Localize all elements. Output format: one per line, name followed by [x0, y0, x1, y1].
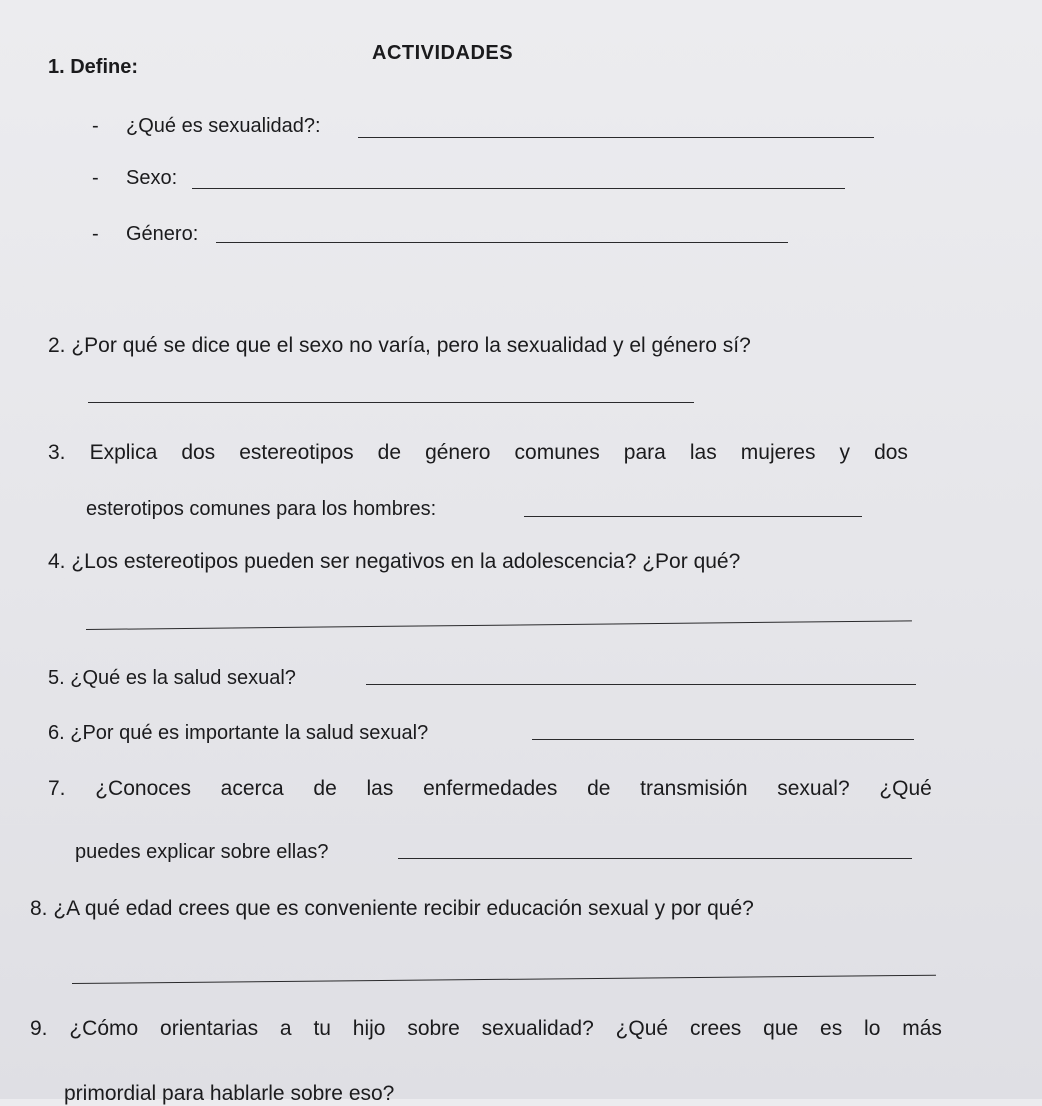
q9-word: 9.	[30, 1017, 48, 1040]
question-3-line-1	[48, 441, 908, 465]
q3-word: dos	[181, 441, 216, 464]
question-8: 8. ¿A qué edad crees que es conveniente recibir educación sexual y por qué?	[30, 897, 754, 920]
q7-word: las	[366, 777, 394, 800]
question-9-line-2: primordial para hablarle sobre eso?	[64, 1082, 395, 1105]
q7-word: de	[587, 777, 611, 800]
answer-line-q3[interactable]	[524, 516, 862, 517]
answer-line-sexualidad[interactable]	[358, 137, 874, 138]
q3-word: Explica	[89, 441, 158, 464]
question-7-line-2: puedes explicar sobre ellas?	[75, 841, 329, 863]
answer-line-q4[interactable]	[86, 620, 912, 630]
answer-line-genero[interactable]	[216, 242, 788, 243]
q9-word: sobre	[407, 1017, 460, 1040]
answer-line-sexo[interactable]	[192, 188, 845, 189]
q9-word: es	[820, 1017, 843, 1040]
q9-word: orientarias	[160, 1017, 259, 1040]
define-item-dash: -	[92, 167, 99, 189]
q9-word: lo	[864, 1017, 881, 1040]
question-2: 2. ¿Por qué se dice que el sexo no varía, pero la sexualidad y el género sí?	[48, 334, 751, 357]
q9-word: ¿Qué	[615, 1017, 669, 1040]
q3-word: dos	[874, 441, 908, 464]
q9-word: sexualidad?	[481, 1017, 594, 1040]
q9-word: hijo	[352, 1017, 386, 1040]
q9-word: a	[279, 1017, 292, 1040]
q9-word: crees	[689, 1017, 742, 1040]
question-4: 4. ¿Los estereotipos pueden ser negativos en la adolescencia? ¿Por qué?	[48, 550, 741, 573]
answer-line-q2[interactable]	[88, 402, 694, 403]
q3-word: 3.	[48, 441, 66, 464]
q7-word: acerca	[220, 777, 284, 800]
q7-word: enfermedades	[423, 777, 558, 800]
question-1-label: 1. Define:	[48, 56, 139, 78]
q3-word: de	[377, 441, 402, 464]
q9-word: ¿Cómo	[69, 1017, 139, 1040]
answer-line-q5[interactable]	[366, 684, 916, 685]
answer-line-q7[interactable]	[398, 858, 912, 859]
q7-word: ¿Qué	[879, 777, 932, 800]
q7-word: transmisión	[640, 777, 748, 800]
question-5: 5. ¿Qué es la salud sexual?	[48, 667, 296, 689]
q3-word: comunes	[514, 441, 600, 464]
define-item-sexualidad: ¿Qué es sexualidad?:	[126, 115, 321, 137]
q9-word: que	[763, 1017, 799, 1040]
question-9-line-1	[30, 1017, 942, 1041]
q9-word: tu	[313, 1017, 331, 1040]
q7-word: 7.	[48, 777, 66, 800]
answer-line-q8[interactable]	[72, 975, 936, 984]
q7-word: ¿Conoces	[95, 777, 191, 800]
define-item-dash: -	[92, 223, 99, 245]
answer-line-q6[interactable]	[532, 739, 914, 740]
q3-word: estereotipos	[239, 441, 354, 464]
q3-word: y	[839, 441, 851, 464]
q3-word: mujeres	[740, 441, 816, 464]
q3-word: las	[689, 441, 717, 464]
define-item-dash: -	[92, 115, 99, 137]
page-title: ACTIVIDADES	[372, 42, 514, 64]
q9-word: más	[902, 1017, 942, 1040]
q7-word: sexual?	[777, 777, 850, 800]
q3-word: género	[425, 441, 491, 464]
q7-word: de	[313, 777, 337, 800]
q3-word: para	[623, 441, 666, 464]
question-7-line-1	[48, 777, 932, 801]
question-3-line-2: esterotipos comunes para los hombres:	[86, 498, 437, 520]
question-6: 6. ¿Por qué es importante la salud sexual?	[48, 722, 429, 744]
define-item-sexo: Sexo:	[126, 167, 178, 189]
define-item-genero: Género:	[126, 223, 199, 245]
